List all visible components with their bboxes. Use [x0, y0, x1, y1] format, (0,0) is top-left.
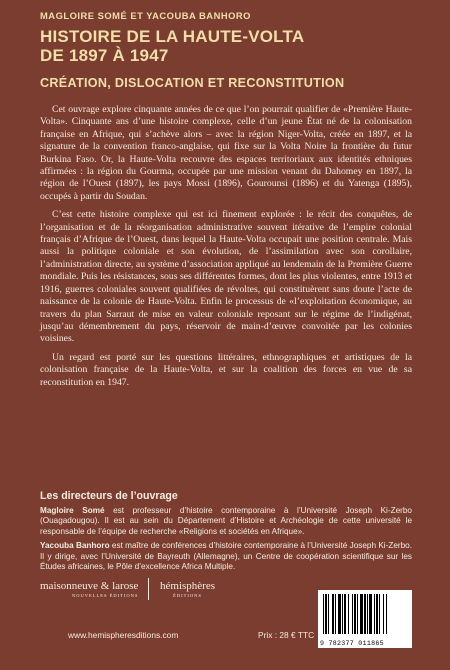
- title-line-2: DE 1897 À 1947: [40, 46, 169, 65]
- barcode-bar: [323, 594, 324, 634]
- publisher-tag: ÉDITIONS: [173, 593, 202, 598]
- director-bio: [40, 541, 412, 573]
- blurb-paragraph: C’est cette histoire complexe qui est ici finement explorée : le récit des conquêtes, de l’organisation et de la réorganisation administrative souvent itérative de l’empire colonial français d’Afrique de l’Ouest, dans lequel la Haute-Volta occupait une position centrale. Mais aussi la politique coloniale et son évolution, de l’assimilation avec son corollaire, l’administration directe, au système d’association appliqué au lendemain de la Première Guerre mondiale. Puis les résistances, sous ses différentes formes, dont les plus violentes, entre 1913 et 1916, guerres coloniales souvent qualifiées de révoltes, qui constituèrent sans doute l’acte de naissance de la colonie de Haute-Volta. Enfin le processus de «l’exploitation économique, au travers du plan Sarraut de mise en valeur coloniale reposant sur le régime de l’indigénat, jusqu’au démembrement du pays, réservoir de main-d’œuvre convoitée par les colonies voisines.: [40, 209, 412, 345]
- barcode-bar: [386, 594, 387, 634]
- book-title: [40, 27, 304, 65]
- director-bio-text: est maître de conférences d’histoire contemporaine à l’Université Joseph Ki-Zerbo. Il y dirige, avec l’Université de Bayreuth (Allemagne), un Centre de coopération scientifique sur les Études africaines, le Pôle d’excellence Africa Multiple.: [40, 541, 412, 571]
- barcode-bar: [374, 594, 375, 634]
- title-line-1: HISTOIRE DE LA HAUTE-VOLTA: [40, 27, 305, 46]
- publisher-name: hémisphères: [160, 580, 215, 592]
- blurb-paragraph: Cet ouvrage explore cinquante années de ce que l’on pourrait qualifier de «Première Haute-Volta». Cinquante ans d’une histoire complexe, celle d’un jeune État né de la colonisation française en Afrique, qui s’achève alors – avec la région Niger-Volta, créée en 1897, et la signature de la convention franco-anglaise, qui fixe sur la Volta Noire la frontière du futur Burkina Faso. Or, la Haute-Volta recouvre des espaces territoriaux aux identités ethniques affirmées : la région du Gourma, occupée par une mission venant du Dahomey en 1897, la région de l’Ouest (1897), les pays Mossi (1896), Gourounsi (1896) et du Yatenga (1895), occupés à partir du Soudan.: [40, 104, 412, 202]
- barcode-bar: [376, 594, 378, 634]
- director-bio-text: est professeur d’histoire contemporaine à l’Université Joseph Ki-Zerbo (Ouagadougou). Il est au sein du Département d’Histoire et Archéologie de cette université le responsable de l’équipe de recherche «Religions et sociétés en Afrique».: [40, 505, 412, 536]
- barcode-bar: [364, 594, 366, 634]
- subtitle: CRÉATION, DISLOCATION ET RECONSTITUTION: [40, 76, 345, 90]
- directors-heading: Les directeurs de l’ouvrage: [40, 490, 178, 502]
- barcode-bar: [338, 594, 341, 634]
- barcode-bar: [348, 594, 349, 634]
- barcode-bar: [367, 594, 368, 634]
- director-name: Yacouba Banhoro: [40, 541, 110, 550]
- blurb: [40, 104, 412, 395]
- publisher-logo-hemispheres: [160, 580, 215, 598]
- director-name: Magloire Somé: [40, 505, 105, 515]
- barcode-icon: [323, 594, 407, 634]
- directors-section: [40, 491, 412, 577]
- director-bio: [40, 506, 412, 538]
- publisher-logo-maisonneuve: [40, 580, 138, 598]
- barcode-bar: [357, 594, 358, 634]
- barcode-bar: [332, 594, 334, 634]
- publisher-tag: NOUVELLES ÉDITIONS: [72, 593, 139, 598]
- barcode-bar: [344, 594, 346, 634]
- barcode-bar: [354, 594, 356, 634]
- isbn-number: 9 782377 011865: [320, 640, 384, 647]
- price: Prix : 28 € TTC: [258, 630, 315, 640]
- website-url: www.hemispheresditions.com: [68, 630, 179, 640]
- barcode-bar: [335, 594, 336, 634]
- barcode-bar: [328, 594, 329, 634]
- barcode-bar: [379, 594, 380, 634]
- isbn-barcode: [318, 590, 412, 648]
- publisher-name: maisonneuve & larose: [40, 580, 139, 592]
- authors: MAGLOIRE SOMÉ ET YACOUBA BANHORO: [40, 10, 251, 21]
- barcode-bar: [352, 594, 353, 634]
- barcode-bar: [325, 594, 327, 634]
- blurb-paragraph: Un regard est porté sur les questions littéraires, ethnographiques et artistiques de la colonisation française de la Haute-Volta, et sur la coalition des forces en vue de sa reconstitution en 1947.: [40, 351, 412, 388]
- barcode-bar: [342, 594, 343, 634]
- logo-divider: [148, 578, 149, 600]
- barcode-bar: [369, 594, 372, 634]
- barcode-bar: [360, 594, 363, 634]
- barcode-bar: [383, 594, 384, 634]
